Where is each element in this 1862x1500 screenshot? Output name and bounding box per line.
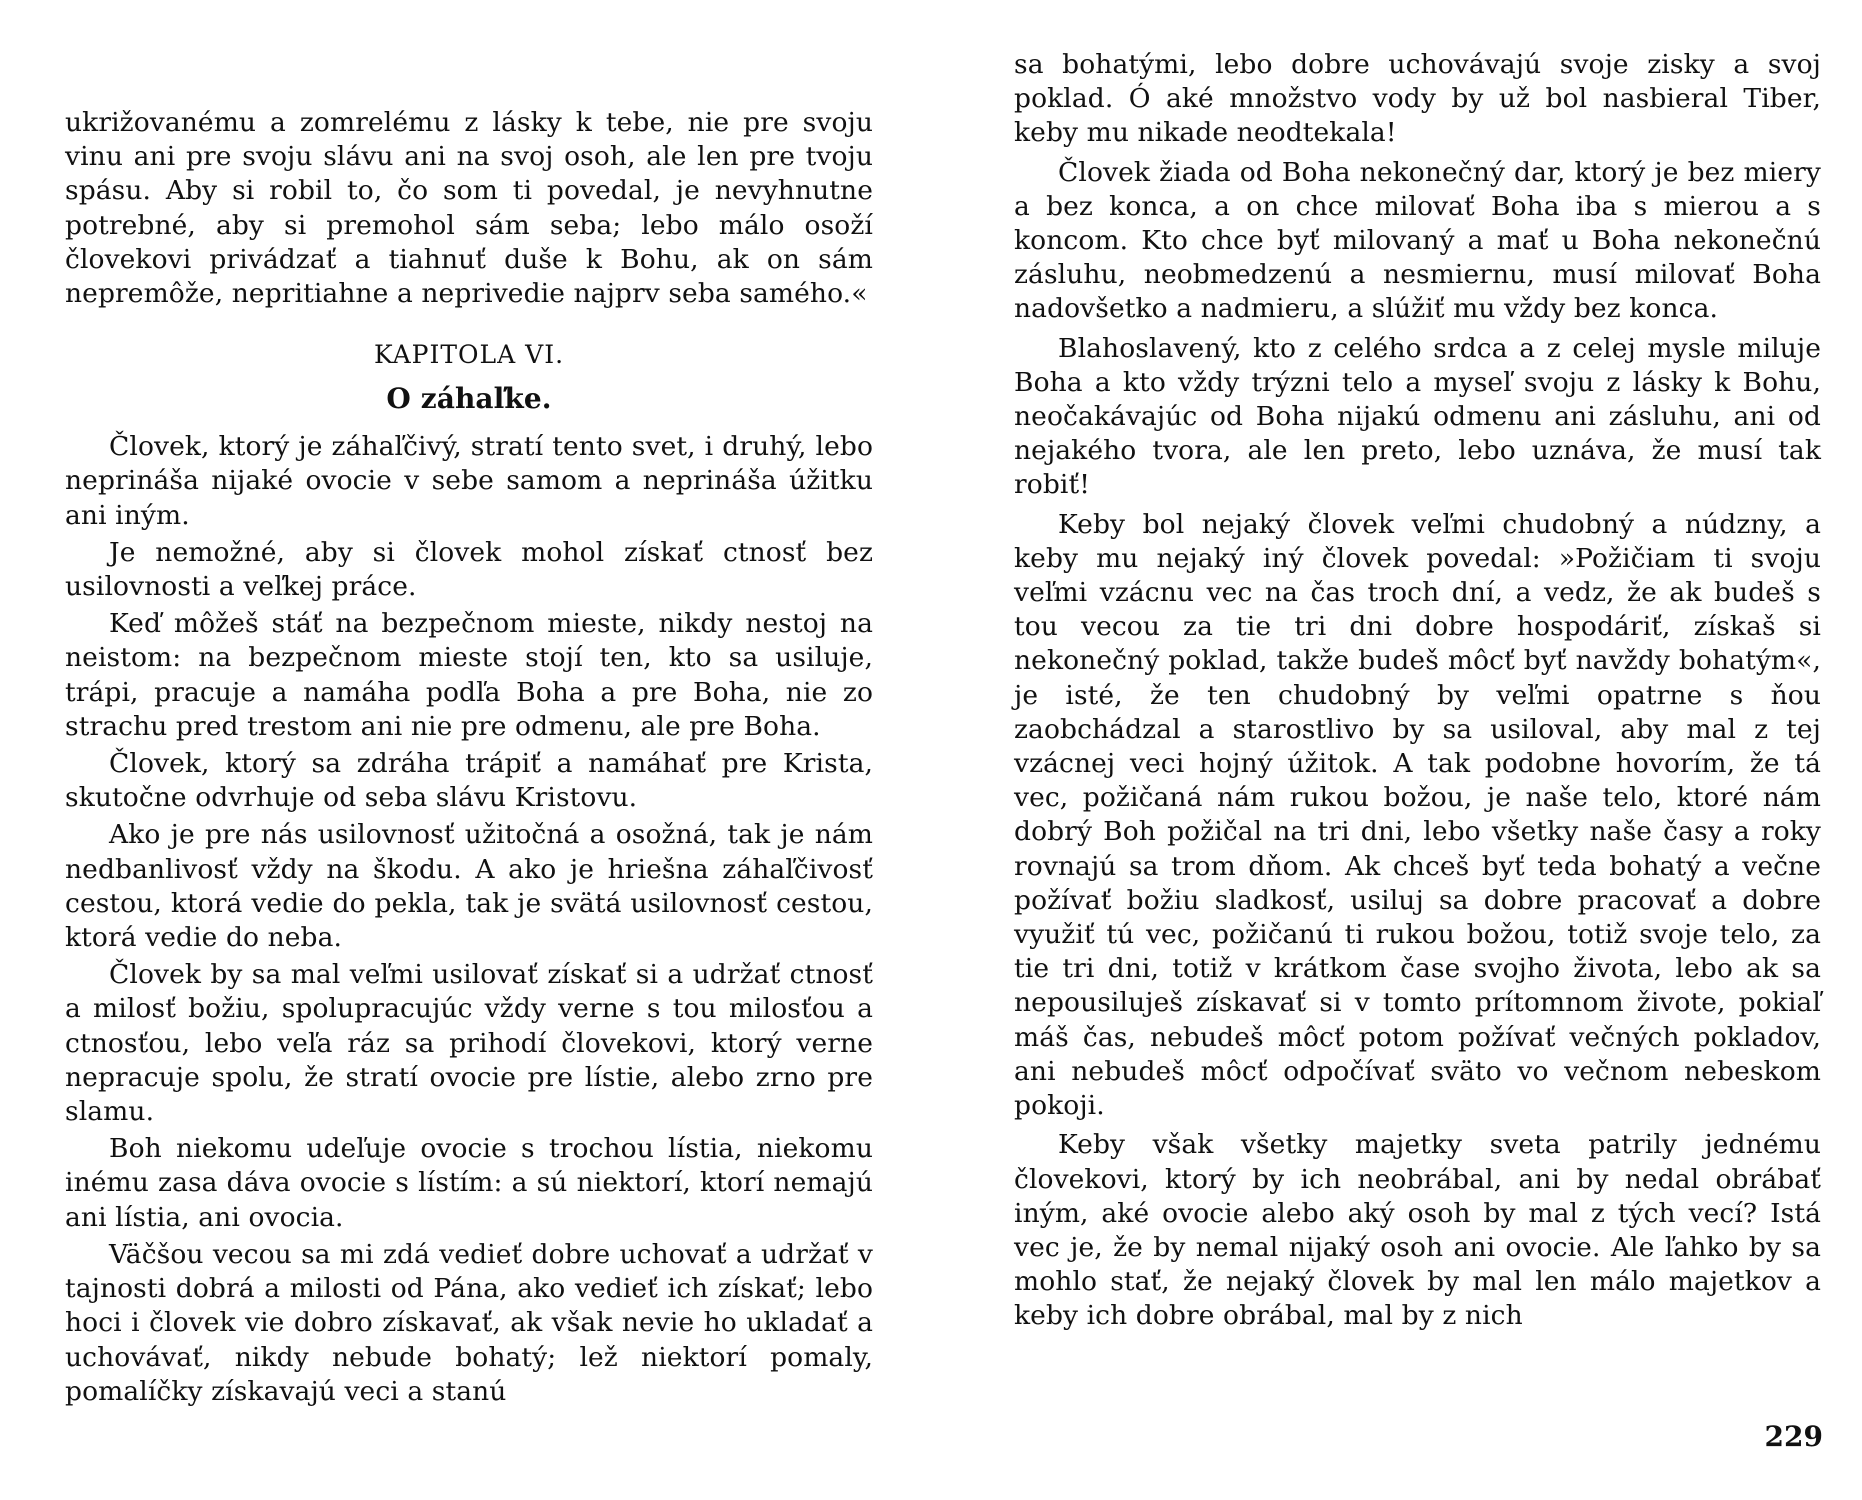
- paragraph: Väčšou vecou sa mi zdá vedieť dobre uchovať a udržať v tajnosti dobrá a milosti od Pána, ako vedieť ich získať; lebo hoci i človek vie dobro získavať, ak však nevie ho ukladať a uchovávať, nikdy nebude bohatý; lež niektorí pomaly, pomalíčky získavajú veci a stanú: [65, 1238, 873, 1407]
- right-text-column: [1014, 48, 1821, 1339]
- right-page: [931, 0, 1862, 1500]
- page-number: 229: [1764, 1420, 1823, 1453]
- chapter-title: O záhaľke.: [386, 382, 552, 416]
- paragraph: Ako je pre nás usilovnosť užitočná a osožná, tak je nám nedbanlivosť vždy na škodu. A ako je hriešna záhaľčivosť cestou, ktorá vedie do pekla, tak je svätá usilovnosť cestou, ktorá vedie do neba.: [65, 819, 873, 954]
- paragraph: Keby bol nejaký človek veľmi chudobný a núdzny, a keby mu nejaký iný človek povedal: »Požičiam ti svoju veľmi vzácnu vec na čas troch dní, a vedz, že ak budeš s tou vecou za tie tri dni dobre hospodáriť, získaš si nekonečný poklad, takže budeš môcť byť navždy bohatým«, je isté, že ten chudobný by veľmi opatrne s ňou zaobchádzal a starostlivo by sa usiloval, aby mal z tej vzácnej veci hojný úžitok. A tak podobne hovorím, že tá vec, požičaná nám rukou božou, je naše telo, ktoré nám dobrý Boh požičal na tri dni, lebo všetky naše časy a roky rovnajú sa trom dňom. Ak chceš byť teda bohatý a večne požívať božiu sladkosť, usiluj sa dobre pracovať a dobre využiť tú vec, požičanú ti rukou božou, totiž svoje telo, za tie tri dni, totiž v krátkom čase svojho života, lebo ak sa nepousiluješ získavať si v tomto prítomnom živote, pokiaľ máš čas, nebudeš môcť potom požívať večných pokladov, ani nebudeš môcť odpočívať sväto vo večnom nebeskom pokoji.: [1014, 508, 1821, 1122]
- paragraph: Keby však všetky majetky sveta patrily jednému človekovi, ktorý by ich neobrábal, ani by nedal obrábať iným, aké ovocie alebo aký osoh by mal z tých vecí? Istá vec je, že by nemal nijaký osoh ani ovocie. Ale ľahko by sa mohlo stať, že nejaký človek by mal len málo majetkov a keby ich dobre obrábal, mal by z nich: [1014, 1129, 1821, 1332]
- paragraph-continuation: sa bohatými, lebo dobre uchovávajú svoje zisky a svoj poklad. Ó aké množstvo vody by už bol nasbieral Tiber, keby mu nikade neodtekala!: [1014, 49, 1821, 149]
- left-text-column: [65, 106, 873, 1412]
- paragraph: Je nemožné, aby si človek mohol získať ctnosť bez usilovnosti a veľkej práce.: [65, 536, 873, 603]
- paragraph: Blahoslavený, kto z celého srdca a z celej mysle miluje Boha a kto vždy trýzni telo a myseľ svoju z lásky k Bohu, neočakávajúc od Boha nijakú odmenu ani zásluhu, ani od nejakého tvora, ale len preto, lebo uznáva, že musí tak robiť!: [1014, 332, 1821, 501]
- paragraph: Človek, ktorý sa zdráha trápiť a namáhať pre Krista, skutočne odvrhuje od seba slávu Kristovu.: [65, 748, 873, 814]
- paragraph: Keď môžeš stáť na bezpečnom mieste, nikdy nestoj na neistom: na bezpečnom mieste stojí ten, kto sa usiluje, trápi, pracuje a namáha podľa Boha a pre Boha, nie zo strachu pred trestom ani nie pre odmenu, ale pre Boha.: [65, 608, 873, 742]
- paragraph: Boh niekomu udeľuje ovocie s trochou lístia, niekomu inému zasa dáva ovocie s lístím: a sú niektorí, ktorí nemajú ani lístia, ani ovocia.: [65, 1133, 873, 1233]
- paragraph: Človek, ktorý je záhaľčivý, stratí tento svet, i druhý, lebo neprináša nijaké ovocie v sebe samom a neprináša úžitku ani iným.: [65, 431, 873, 531]
- chapter-label: KAPITOLA VI.: [373, 340, 565, 370]
- paragraph: Človek by sa mal veľmi usilovať získať si a udržať ctnosť a milosť božiu, spolupracujúc vždy verne s tou milosťou a ctnosťou, lebo veľa ráz sa prihodí človekovi, ktorý verne nepracuje spolu, že stratí ovocie pre lístie, alebo zrno pre slamu.: [65, 959, 873, 1128]
- paragraph-continuation: ukrižovanému a zomrelému z lásky k tebe, nie pre svoju vinu ani pre svoju slávu ani na svoj osoh, ale len pre tvoju spásu. Aby si robil to, čo som ti povedal, je nevyhnutne potrebné, aby si premohol sám seba; lebo málo osoží človekovi privádzať a tiahnuť duše k Bohu, ak on sám nepremôže, nepritiahne a neprivedie najprv seba samého.«: [65, 107, 873, 310]
- paragraph: Človek žiada od Boha nekonečný dar, ktorý je bez miery a bez konca, a on chce milovať Boha iba s mierou a s koncom. Kto chce byť milovaný a mať u Boha nekonečnú zásluhu, neobmedzenú a nesmiernu, musí milovať Boha nadovšetko a nadmieru, a slúžiť mu vždy bez konca.: [1014, 156, 1821, 325]
